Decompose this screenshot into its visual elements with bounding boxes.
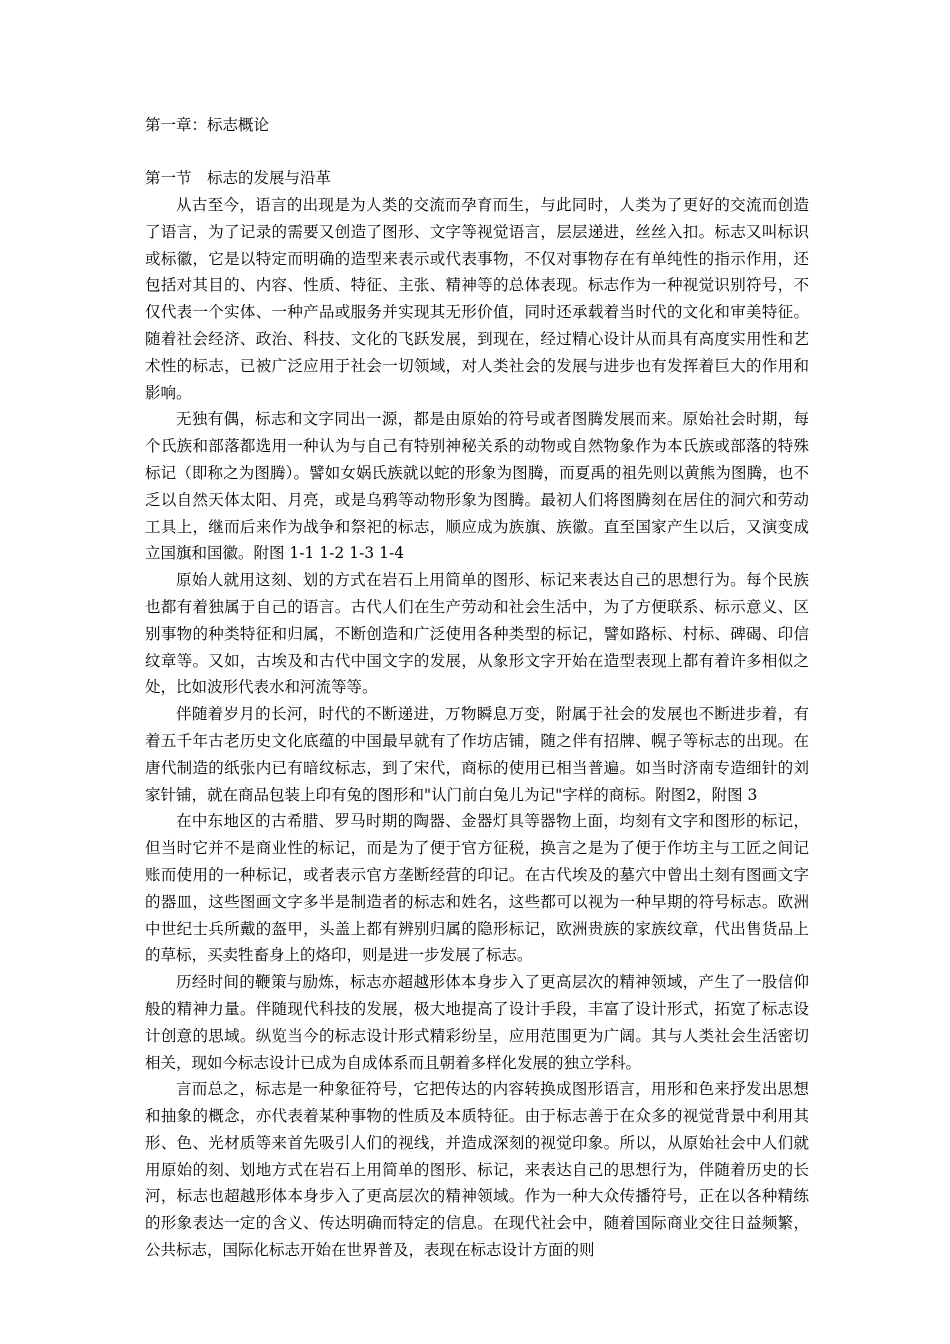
paragraph-totems: 无独有偶，标志和文字同出一源，都是由原始的符号或者图腾发展而来。原始社会时期，每个氏族和部落都选用一种认为与自己有特别神秘关系的动物或自然物象作为本氏族或部落的特殊标记（即称之为图腾）。譬如女娲氏族就以蛇的形象为图腾，而夏禹的祖先则以黄熊为图腾，也不乏以自然天体太阳、月亮，或是乌鸦等动物形象为图腾。最初人们将图腾刻在居住的洞穴和劳动工具上，继而后来作为战争和祭祀的标志，顺应成为族旗、族徽。直至国家产生以后，又演变成立国旗和国徽。附图 1-1 1-2 1-3 1-4 bbox=[145, 410, 809, 563]
paragraph-ancient-west-marks: 在中东地区的古希腊、罗马时期的陶器、金器灯具等器物上面，均刻有文字和图形的标记，但当时它并不是商业性的标记，而是为了便于官方征税，换言之是为了便于作坊主与工匠之间记账而使用的一种标记，或者表示官方垄断经营的印记。在古代埃及的墓穴中曾出土刻有图画文字的器皿，这些图画文字多半是制造者的标志和姓名，这些都可以视为一种早期的符号标志。欧洲中世纪士兵所戴的盔甲，头盖上都有辨别归属的隐形标记，欧洲贵族的家族纹章，代出售货品上的草标，买卖牲畜身上的烙印，则是进一步发展了标志。 bbox=[145, 812, 809, 965]
chapter-title: 第一章：标志概论 bbox=[145, 116, 270, 134]
section-title: 第一节 标志的发展与沿革 bbox=[145, 169, 332, 187]
paragraph-summary: 言而总之，标志是一种象征符号，它把传达的内容转换成图形语言，用形和色来抒发出思想和抽象的概念，亦代表着某种事物的性质及本质特征。由于标志善于在众多的视觉背景中利用其形、色、光材质等来首先吸引人们的视线，并造成深刻的视觉印象。所以，从原始社会中人们就用原始的刻、划地方式在岩石上用简单的图形、标记，来表达自己的思想行为，伴随着历史的长河，标志也超越形体本身步入了更高层次的精神领域。作为一种大众传播符号，正在以各种精练的形象表达一定的含义、传达明确而特定的信息。在现代社会中，随着国际商业交往日益频繁，公共标志，国际化标志开始在世界普及，表现在标志设计方面的则 bbox=[145, 1080, 809, 1260]
blank-line bbox=[145, 139, 809, 165]
paragraph-chinese-trademarks: 伴随着岁月的长河，时代的不断递进，万物瞬息万变，附属于社会的发展也不断进步着，有着五千年古老历史文化底蕴的中国最早就有了作坊店铺，随之伴有招牌、幌子等标志的出现。在唐代制造的纸张内已有暗纹标志，到了宋代，商标的使用已相当普遍。如当时济南专造细针的刘家针铺，就在商品包装上印有兔的图形和"认门前白兔儿为记"字样的商标。附图2，附图 3 bbox=[145, 705, 809, 804]
paragraph-modern-development: 历经时间的鞭策与励炼，标志亦超越形体本身步入了更高层次的精神领域，产生了一股信仰般的精神力量。伴随现代科技的发展，极大地提高了设计手段，丰富了设计形式，拓宽了标志设计创意的思域。纵览当今的标志设计形式精彩纷呈，应用范围更为广阔。其与人类社会生活密切相关，现如今标志设计已成为自成体系而且朝着多样化发展的独立学科。 bbox=[145, 973, 809, 1072]
paragraph-origin-of-language: 从古至今，语言的出现是为人类的交流而孕育而生，与此同时，人类为了更好的交流而创造了语言，为了记录的需要又创造了图形、文字等视觉语言，层层递进，丝丝入扣。标志又叫标识或标徽，它是以特定而明确的造型来表示或代表事物，不仅对事物存在有单纯性的指示作用，还包括对其目的、内容、性质、特征、主张、精神等的总体表现。标志作为一种视觉识别符号，不仅代表一个实体、一种产品或服务并实现其无形价值，同时还承载着当时代的文化和审美特征。随着社会经济、政治、科技、文化的飞跃发展，到现在，经过精心设计从而具有高度实用性和艺术性的标志，已被广泛应用于社会一切领域，对人类社会的发展与进步也有发挥着巨大的作用和影响。 bbox=[145, 196, 809, 402]
document-page bbox=[145, 112, 809, 1264]
paragraph-primitive-marks: 原始人就用这刻、划的方式在岩石上用简单的图形、标记来表达自己的思想行为。每个民族也都有着独属于自己的语言。古代人们在生产劳动和社会生活中，为了方便联系、标示意义、区别事物的种类特征和归属，不断创造和广泛使用各种类型的标记，譬如路标、村标、碑碣、印信纹章等。又如，古埃及和古代中国文字的发展，从象形文字开始在造型表现上都有着许多相似之处，比如波形代表水和河流等等。 bbox=[145, 571, 809, 697]
